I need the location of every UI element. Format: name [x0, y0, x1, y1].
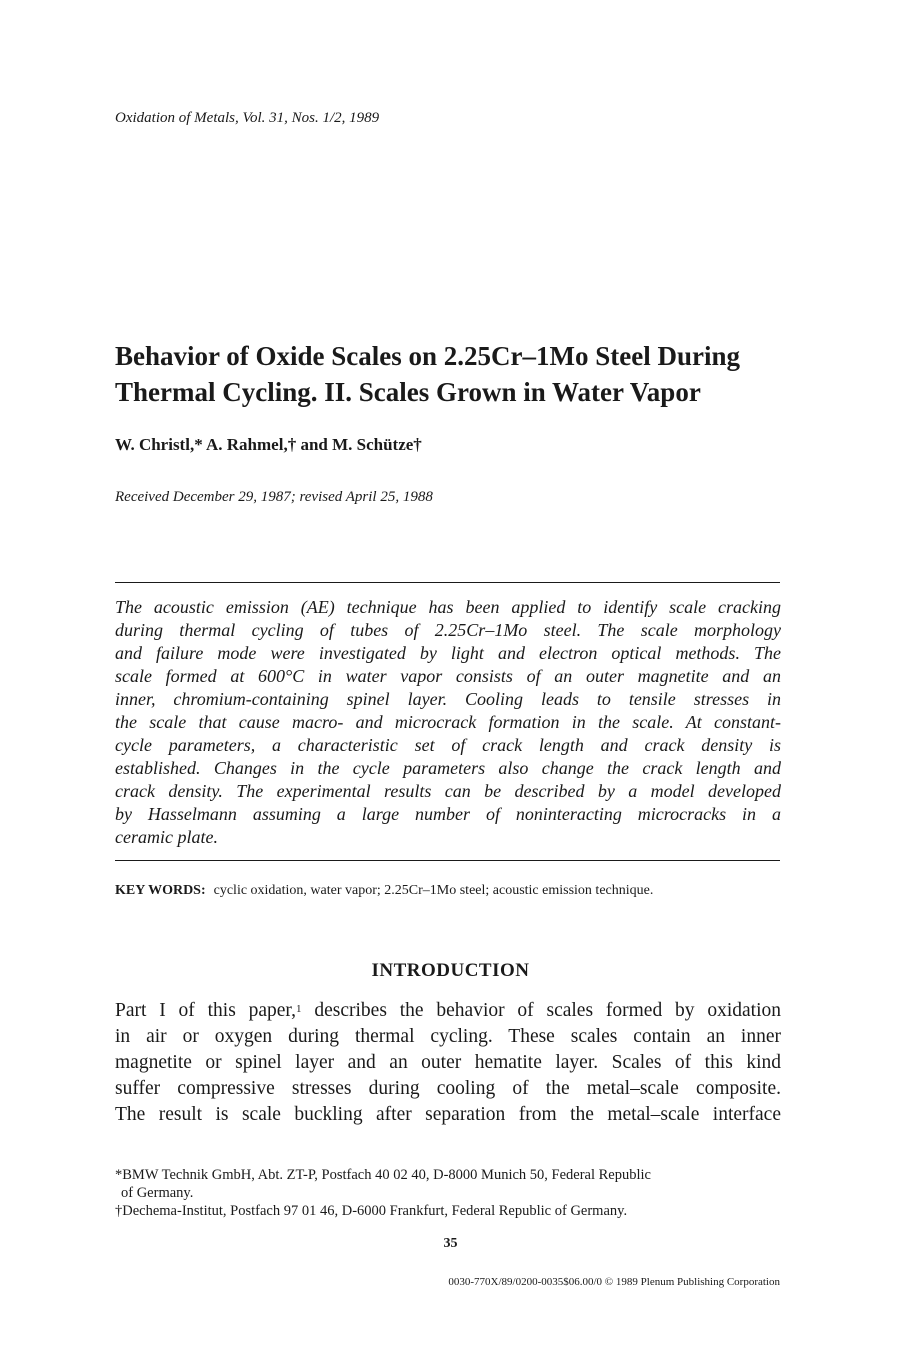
abstract-line: and failure mode were investigated by light and electron optical methods. The	[115, 643, 781, 663]
title-line-2: Thermal Cycling. II. Scales Grown in Water Vapor	[115, 377, 701, 407]
abstract-line: scale formed at 600°C in water vapor consists of an outer magnetite and an	[115, 666, 781, 686]
footnote-bmw: *BMW Technik GmbH, Abt. ZT-P, Postfach 40 02 40, D-8000 Munich 50, Federal Republic	[115, 1167, 651, 1183]
intro-line: suffer compressive stresses during cooling of the metal–scale composite.	[115, 1078, 781, 1099]
footnote-bmw-continued: of Germany.	[121, 1185, 194, 1201]
abstract-line: the scale that cause macro- and microcrack formation in the scale. At constant-	[115, 712, 781, 732]
introduction-body	[115, 998, 781, 1128]
page-number: 35	[443, 1236, 458, 1251]
intro-line-text: describes the behavior of scales formed by oxidation	[301, 1000, 781, 1021]
copyright-line: 0030-770X/89/0200-0035$06.00/0 © 1989 Plenum Publishing Corporation	[448, 1276, 780, 1288]
keywords-text: cyclic oxidation, water vapor; 2.25Cr–1Mo steel; acoustic emission technique.	[213, 883, 654, 898]
abstract-top-rule	[115, 582, 780, 583]
reference-superscript: 1	[296, 1003, 302, 1015]
abstract-bottom-rule	[115, 860, 780, 861]
footnotes	[115, 1166, 781, 1220]
title-line-1: Behavior of Oxide Scales on 2.25Cr–1Mo Steel During	[115, 341, 740, 371]
article-title	[115, 338, 795, 410]
received-dates: Received December 29, 1987; revised April 25, 1988	[115, 489, 433, 505]
journal-citation: Oxidation of Metals, Vol. 31, Nos. 1/2, 1989	[115, 110, 380, 126]
intro-line: magnetite or spinel layer and an outer hematite layer. Scales of this kind	[115, 1052, 781, 1073]
intro-line: in air or oxygen during thermal cycling. These scales contain an inner	[115, 1026, 781, 1047]
abstract-line: during thermal cycling of tubes of 2.25Cr–1Mo steel. The scale morphology	[115, 620, 781, 640]
abstract-line: inner, chromium-containing spinel layer. Cooling leads to tensile stresses in	[115, 689, 781, 709]
abstract-line: crack density. The experimental results can be described by a model developed	[115, 781, 781, 801]
abstract	[115, 596, 781, 849]
intro-line-text: Part I of this paper,	[115, 1000, 297, 1021]
abstract-line: ceramic plate.	[115, 827, 218, 847]
keywords	[115, 883, 653, 899]
abstract-line: cycle parameters, a characteristic set of crack length and crack density is	[115, 735, 781, 755]
keywords-label: KEY WORDS:	[115, 883, 206, 898]
abstract-line: The acoustic emission (AE) technique has been applied to identify scale cracking	[115, 597, 781, 617]
abstract-line: by Hasselmann assuming a large number of noninteracting microcracks in a	[115, 804, 781, 824]
author-list: W. Christl,* A. Rahmel,† and M. Schütze†	[115, 435, 422, 454]
intro-line: The result is scale buckling after separation from the metal–scale interface	[115, 1104, 781, 1125]
section-heading-introduction: INTRODUCTION	[371, 960, 530, 981]
abstract-line: established. Changes in the cycle parameters also change the crack length and	[115, 758, 781, 778]
intro-line	[115, 998, 781, 1024]
footnote-dechema: †Dechema-Institut, Postfach 97 01 46, D-6000 Frankfurt, Federal Republic of Germany.	[115, 1203, 628, 1219]
